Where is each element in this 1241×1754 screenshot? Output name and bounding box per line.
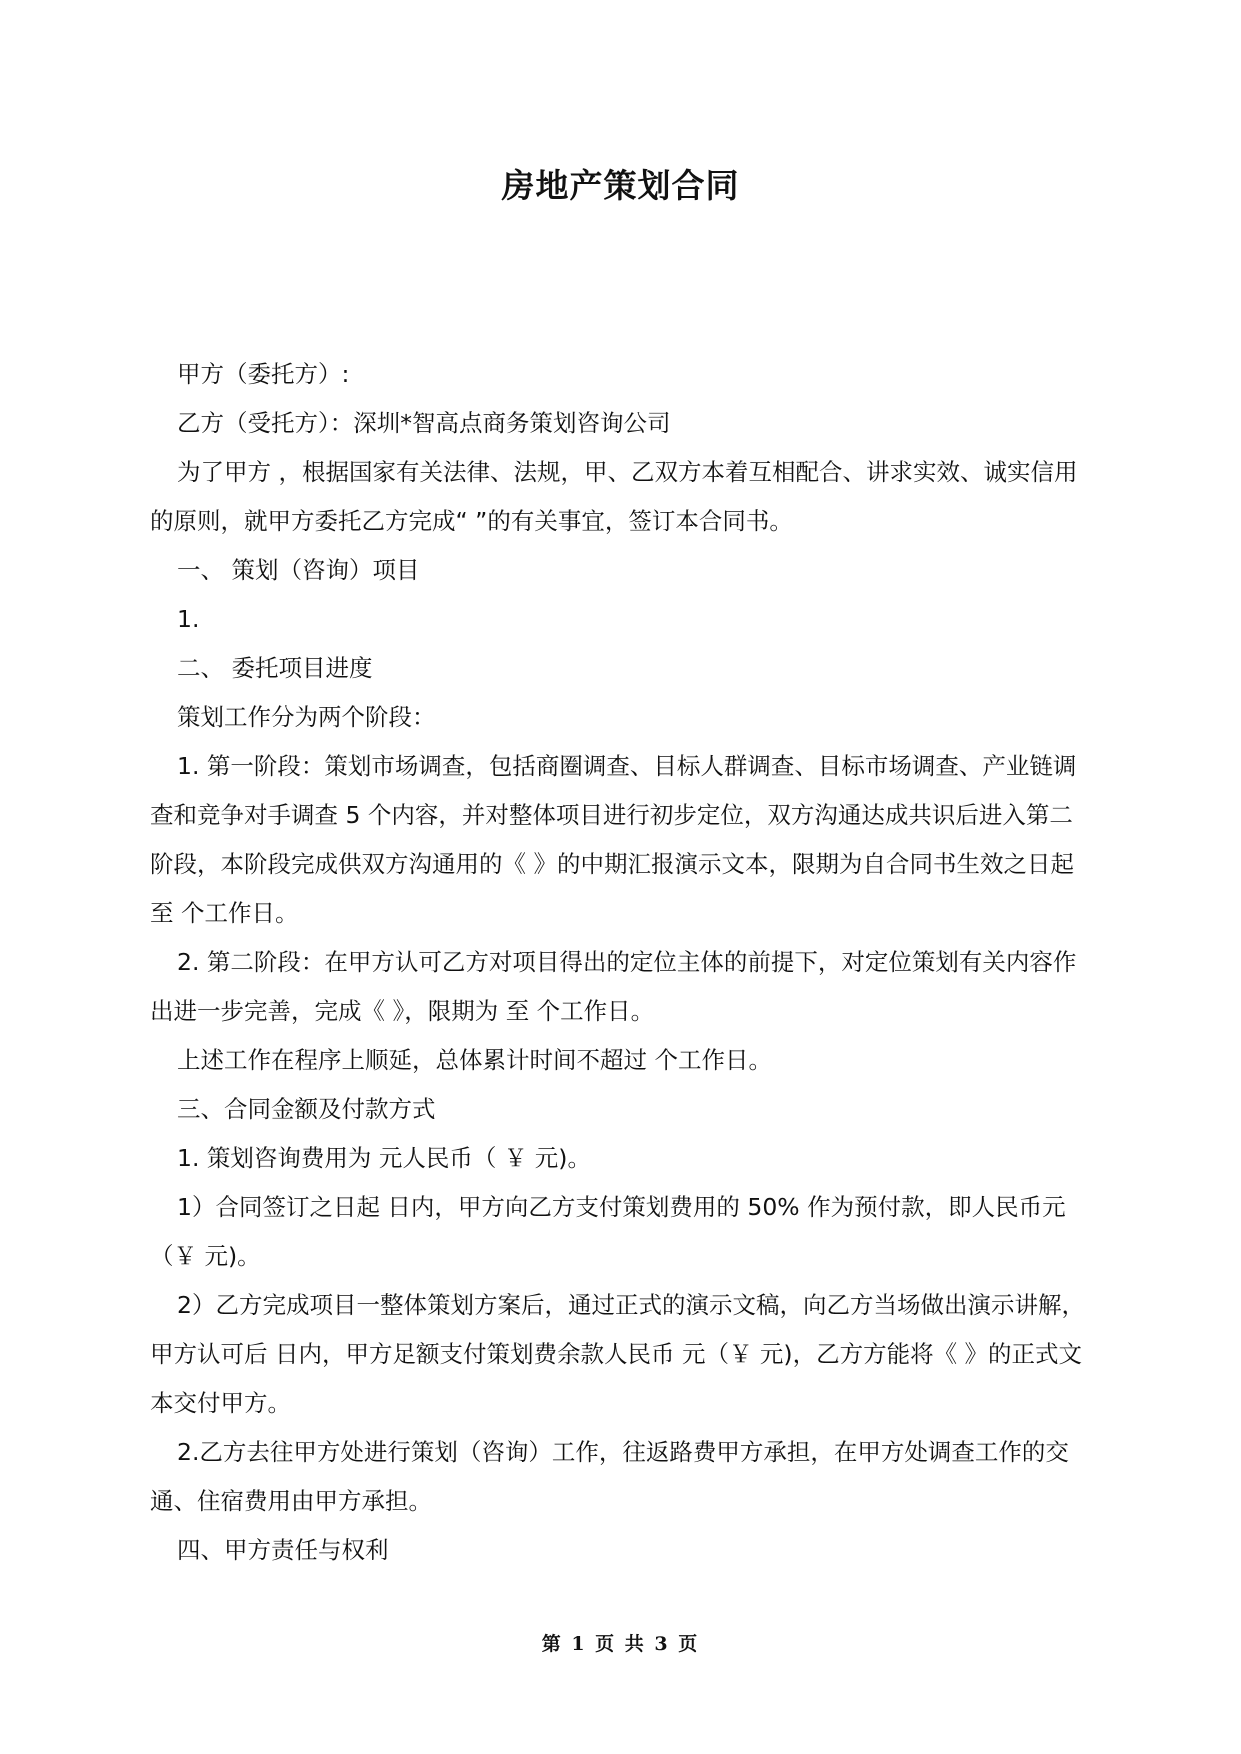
paragraph-final-payment: 2）乙方完成项目一整体策划方案后，通过正式的演示文稿，向乙方当场做出演示讲解，甲方认可后 日内，甲方足额支付策划费余款人民币 元（￥ 元)，乙方方能将《 》的正式文本交付甲方。	[150, 1291, 1085, 1417]
page-footer: 第 1 页 共 3 页	[541, 1633, 700, 1655]
paragraph-item-1: 1.	[177, 605, 200, 633]
paragraph-party-a: 甲方（委托方）:	[177, 360, 350, 388]
paragraph-stage-1: 1. 第一阶段：策划市场调查，包括商圈调查、目标人群调查、目标市场调查、产业链调查和竞争对手调查 5 个内容，并对整体项目进行初步定位，双方沟通达成共识后进入第二阶段，本阶段完成供双方沟通用的《 》的中期汇报演示文本，限期为自合同书生效之日起 至 个工作日。	[150, 752, 1077, 927]
heading-section-3: 三、合同金额及付款方式	[177, 1095, 436, 1123]
paragraph-total-time: 上述工作在程序上顺延，总体累计时间不超过 个工作日。	[177, 1046, 772, 1074]
document-body	[150, 350, 1092, 1575]
paragraph-fee: 1. 策划咨询费用为 元人民币（ ￥ 元)。	[177, 1144, 591, 1172]
paragraph-stage-2: 2. 第二阶段：在甲方认可乙方对项目得出的定位主体的前提下，对定位策划有关内容作出进一步完善，完成《 》，限期为 至 个工作日。	[150, 948, 1077, 1025]
paragraph-preamble: 为了甲方 ，根据国家有关法律、法规，甲、乙双方本着互相配合、讲求实效、诚实信用的原则，就甲方委托乙方完成“ ”的有关事宜，签订本合同书。	[150, 458, 1078, 535]
paragraph-party-b: 乙方（受托方）：深圳*智高点商务策划咨询公司	[177, 409, 671, 437]
heading-section-1: 一、 策划（咨询）项目	[177, 556, 420, 584]
paragraph-prepayment: 1）合同签订之日起 日内，甲方向乙方支付策划费用的 50% 作为预付款，即人民币元（￥ 元)。	[150, 1193, 1066, 1270]
heading-section-4: 四、甲方责任与权利	[177, 1536, 389, 1564]
heading-section-2: 二、 委托项目进度	[177, 654, 373, 682]
paragraph-travel-expenses: 2.乙方去往甲方处进行策划（咨询）工作，往返路费甲方承担，在甲方处调查工作的交通、住宿费用由甲方承担。	[150, 1438, 1069, 1515]
document-title: 房地产策划合同	[501, 166, 740, 205]
paragraph-stages-intro: 策划工作分为两个阶段：	[177, 703, 436, 731]
